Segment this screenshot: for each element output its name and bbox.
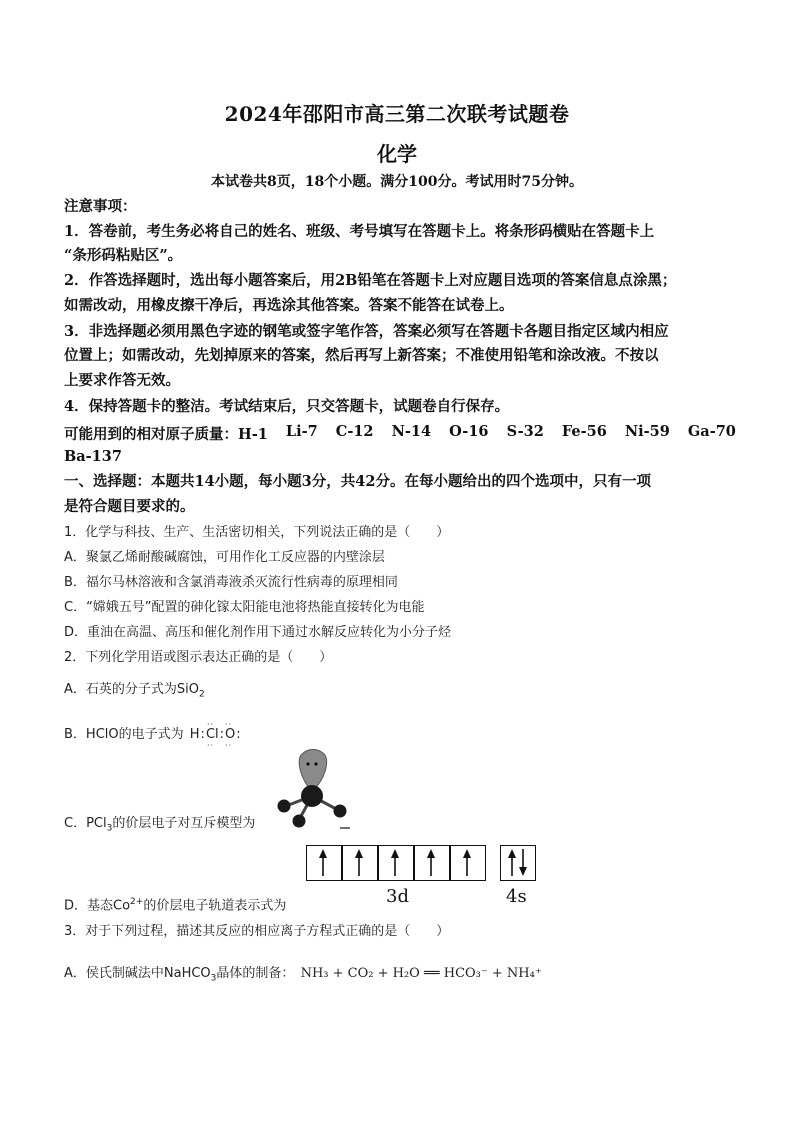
option-b-text: B．HClO的电子式为 [64,727,184,742]
option-a-text: A．侯氏制碱法中NaHCO [64,966,211,981]
note-1-line-2: “条形码粘贴区”。 [64,247,183,264]
subject-title: 化学 [377,142,417,166]
atomic-mass-label: 可能用到的相对原子质量：H-1 [64,426,268,443]
formula-o: O [225,727,236,742]
central-atom [301,785,323,807]
formula-h: H [189,727,200,742]
note-2-line-2: 如需改动，用橡皮擦干净后，再选涂其他答案。答案不能答在试卷上。 [64,297,514,314]
atomic-mass-item: Fe-56 [561,423,607,440]
orbital-label-4s: 4s [506,886,527,907]
orbital-box-3d [378,845,414,881]
note-4: 4．保持答题卡的整洁。考试结束后，只交答题卡，试题卷自行保存。 [64,398,510,415]
question-1-option-a: A．聚氯乙烯耐酸碱腐蚀，可用作化工反应器的内壁涂层 [64,550,385,565]
question-1-option-b: B．福尔马林溶液和含氯消毒液杀灭流行性病毒的原理相同 [64,575,398,590]
option-a-formula: SiO [176,682,200,697]
atomic-mass-item: Ga-70 [687,423,736,440]
question-1-option-c: C．“嫦娥五号”配置的砷化镓太阳能电池将热能直接转化为电能 [64,600,425,615]
option-d-suffix: 的价层电子轨道表示式为 [143,898,287,914]
atomic-mass-row [64,423,736,443]
atomic-mass-item: C-12 [335,423,374,440]
orbital-box-3d [450,845,486,881]
option-d-text: D．基态Co [64,898,131,914]
question-2-option-b [64,720,744,750]
orbital-box-4s [500,845,536,881]
section-1-line-1: 一、选择题：本题共14小题，每小题3分，共42分。在每小题给出的四个选项中，只有一项 [64,473,651,490]
atomic-mass-item: Li-7 [285,423,318,440]
question-2-option-a [64,680,744,705]
note-3-line-1: 3．非选择题必须用黑色字迹的钢笔或签字笔作答，答案必须写在答题卡各题目指定区域内相应 [64,323,669,340]
note-1-line-1: 1．答卷前，考生务必将自己的姓名、班级、考号填写在答题卡上。将条形码横贴在答题卡上 [64,223,655,240]
option-c-subscript: 3 [106,823,113,834]
option-d-superscript: 2+ [130,897,144,907]
question-1-stem: 1．化学与科技、生产、生活密切相关，下列说法正确的是（ ） [64,525,450,540]
atomic-mass-item: O-16 [449,423,489,440]
notes-heading: 注意事项： [64,198,137,215]
question-3-option-a [64,964,744,989]
option-a-subscript: 3 [210,973,217,984]
ligand-atom [278,800,291,813]
orbital-box-3d [414,845,450,881]
option-a-mid: 晶体的制备： [216,966,295,981]
question-2-option-c [64,814,744,839]
option-a-subscript: 2 [199,689,205,700]
note-3-line-3: 上要求作答无效。 [64,372,180,389]
note-2-line-1: 2．作答选择题时，选出每小题答案后，用2B铅笔在答题卡上对应题目选项的答案信息点涂黑； [64,272,677,289]
note-3-line-2: 位置上；如需改动，先划掉原来的答案，然后再写上新答案；不准使用铅笔和涂改液。不按以 [64,347,659,364]
question-1-option-d: D．重油在高温、高压和催化剂作用下通过水解反应转化为小分子烃 [64,625,452,640]
orbital-box-3d [306,845,342,881]
option-c-text: C．PCl [64,816,107,831]
atomic-mass-item: N-14 [391,423,432,440]
question-2-option-d [64,892,744,916]
exam-title: 2024年邵阳市高三第二次联考试题卷 [224,102,570,126]
question-3-stem: 3．对于下列过程，描述其反应的相应离子方程式正确的是（ ） [64,924,450,939]
ionic-equation: NH₃ + CO₂ + H₂O ══ HCO₃⁻ + NH₄⁺ [300,966,542,981]
atomic-mass-last: Ba-137 [64,448,122,465]
option-c-suffix: 的价层电子对互斥模型为 [112,816,256,831]
exam-info: 本试卷共8页，18个小题。满分100分。考试用时75分钟。 [211,174,583,190]
orbital-box-3d [342,845,378,881]
hclo-electron-formula: H: ·· Cl ·· : ·· O ·· : [189,720,241,750]
atomic-mass-item: S-32 [506,423,544,440]
formula-cl: Cl [205,727,219,742]
atomic-mass-item: Ni-59 [624,423,670,440]
orbital-label-3d: 3d [386,886,409,907]
section-1-line-2: 是符合题目要求的。 [64,498,195,515]
question-2-stem: 2．下列化学用语或图示表达正确的是（ ） [64,650,333,665]
option-a-text: A．石英的分子式为 [64,682,177,697]
